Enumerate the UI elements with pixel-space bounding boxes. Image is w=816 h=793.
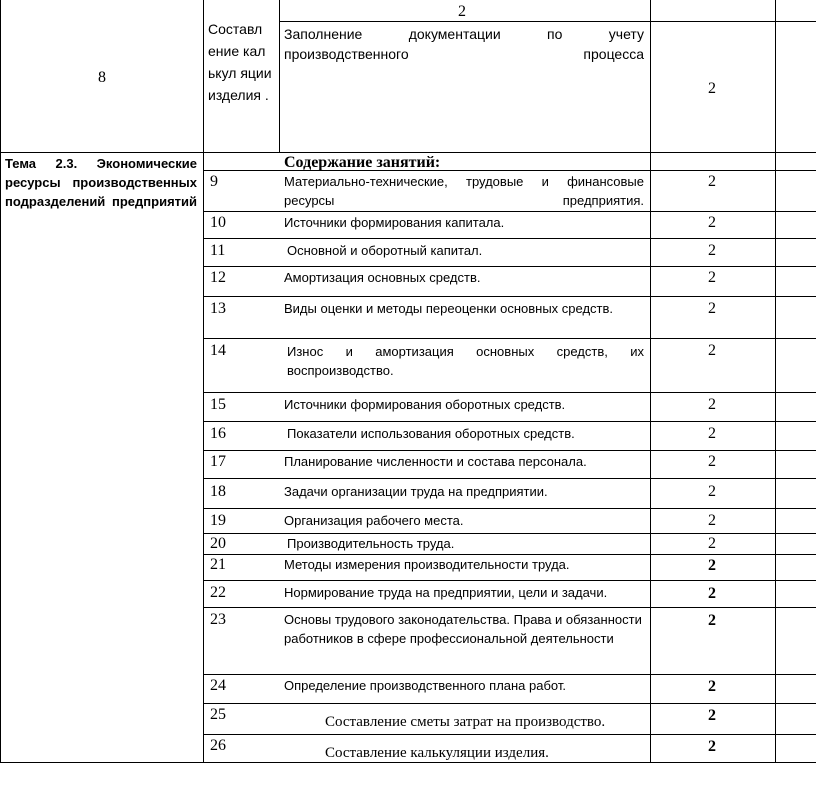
row-text: Задачи организации труда на предприятии. [284, 484, 548, 499]
row-text: Источники формирования оборотных средств. [284, 397, 566, 412]
row-hours: 2 [708, 678, 716, 695]
row-number: 16 [210, 425, 226, 442]
row-line [203, 450, 816, 451]
row-text: Источники формирования капитала. [284, 215, 505, 230]
row-line [203, 211, 816, 212]
row-number: 15 [210, 396, 226, 413]
row-line [203, 238, 816, 239]
row-line [203, 607, 816, 608]
row-text: Основы трудового законодательства. Права и обязанности работников в сфере профессиональной деятельности [284, 612, 642, 646]
row-text: Составление сметы затрат на производство. [325, 714, 606, 730]
row-number: 12 [210, 269, 226, 286]
row-hours: 2 [708, 483, 716, 500]
row-line [0, 152, 816, 153]
row-hours: 2 [708, 396, 716, 413]
row-number: 25 [210, 706, 226, 723]
row-number: 22 [210, 584, 226, 601]
row-line [203, 296, 816, 297]
row-text: Материально-технические, трудовые и финансовые ресурсы предприятия. [284, 174, 644, 208]
row-hours: 2 [708, 453, 716, 470]
row-line [203, 508, 816, 509]
row-line [203, 674, 816, 675]
row-line [203, 421, 816, 422]
row-hours: 2 [708, 612, 716, 629]
row-number: 18 [210, 483, 226, 500]
table-border-bottom [0, 762, 816, 763]
task-text: Заполнение документации по учету производственного процесса [284, 26, 644, 62]
row-text: Планирование численности и состава персонала. [284, 454, 587, 469]
table-divider-col4 [775, 0, 776, 762]
row-number: 9 [210, 173, 218, 190]
row-line [203, 478, 816, 479]
row-text: Производительность труда. [287, 536, 455, 551]
table-divider-col2 [279, 0, 280, 152]
table-divider-col3 [650, 0, 651, 762]
row-line [203, 580, 816, 581]
row-hours: 2 [708, 242, 716, 259]
row-number: 23 [210, 611, 226, 628]
row-line [203, 554, 816, 555]
row-hours: 2 [708, 738, 716, 755]
row-hours: 2 [708, 173, 716, 190]
row-text: Составление калькуляции изделия. [325, 745, 549, 761]
row-hours: 2 [708, 512, 716, 529]
table-border-left [0, 0, 1, 762]
row-hours: 2 [708, 342, 716, 359]
row-line [279, 21, 816, 22]
row-hours: 2 [708, 214, 716, 231]
table-divider-col1 [203, 0, 204, 762]
row-text: Амортизация основных средств. [284, 270, 481, 285]
row-line [203, 703, 816, 704]
row-number: 17 [210, 453, 226, 470]
row-text: Показатели использования оборотных средств. [287, 426, 575, 441]
content-header: Содержание занятий: [284, 154, 441, 171]
row-hours: 2 [708, 585, 716, 602]
row-number: 8 [98, 69, 106, 86]
row-line [203, 266, 816, 267]
row-text: Износ и амортизация основных средств, их воспроизводство. [287, 344, 644, 378]
row-hours: 2 [708, 557, 716, 574]
row-number: 14 [210, 342, 226, 359]
row-number: 26 [210, 737, 226, 754]
row-text: Определение производственного плана работ. [284, 678, 567, 693]
row-text: Методы измерения производительности труда. [284, 557, 570, 572]
row-number: 10 [210, 214, 226, 231]
row-number: 24 [210, 677, 226, 694]
row-number: 13 [210, 300, 226, 317]
row-hours: 2 [708, 535, 716, 552]
row-text: Организация рабочего места. [284, 513, 464, 528]
row-number: 20 [210, 535, 226, 552]
row-text: Нормирование труда на предприятии, цели и задачи. [284, 585, 608, 600]
row-number: 11 [210, 242, 226, 259]
row-hours: 2 [708, 269, 716, 286]
row-text: Виды оценки и методы переоценки основных средств. [284, 301, 614, 316]
task-hours: 2 [708, 80, 716, 97]
side-label: Составл ение калькул яции изделия . [208, 21, 272, 103]
row-line [203, 338, 816, 339]
row-number: 21 [210, 556, 226, 573]
topic-title: Тема 2.3. Экономические ресурсы производственных подразделений предприятий [5, 156, 197, 209]
row-number: 19 [210, 512, 226, 529]
row-line [203, 533, 816, 534]
row-line [203, 734, 816, 735]
row-text: Основной и оборотный капитал. [287, 243, 483, 258]
row-line [203, 392, 816, 393]
header-hours: 2 [458, 3, 466, 20]
row-hours: 2 [708, 707, 716, 724]
row-hours: 2 [708, 425, 716, 442]
row-hours: 2 [708, 300, 716, 317]
